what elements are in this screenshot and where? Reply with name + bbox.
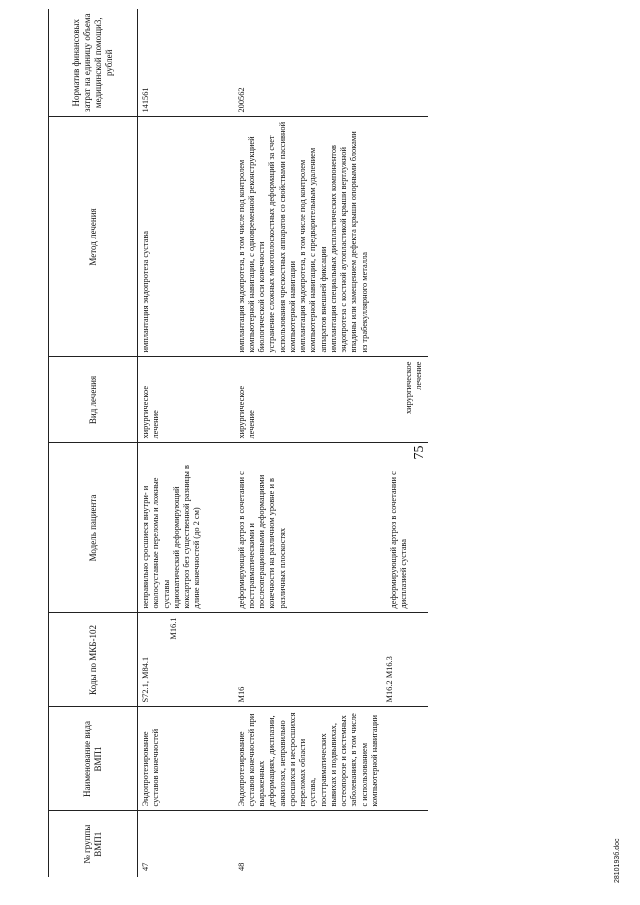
header-vmp-name: Наименование вида ВМП1 <box>49 707 138 811</box>
row-group-number: 48 <box>236 862 246 871</box>
row-icd-codes: S72.1, M84.1 M16.1 <box>138 613 234 707</box>
table-header-row <box>49 9 138 877</box>
vmp-table <box>48 9 428 877</box>
header-icd-codes: Коды по МКБ-102 <box>49 613 138 707</box>
row-treatment-method: имплантация эндопротеза, в том числе под контролем компьютерной навигации, с одновременной реконструкцией биологической оси конечности устранение сложных многоплоскостных деформаций за счет использования чрескостных аппаратов со свойствами пассивной компьютерной навигации имплантация эндопротеза, в том числе под контролем компьютерной навигации, с предварительным удалением аппаратов внешней фиксации имплантация специальных диспластических компонентов эндопротеза с костной аутопластикой крыши вертлужной впадины или замещением дефекта крыши опорными блоками из трабекуллярного металла <box>234 117 428 357</box>
row-patient-model: деформирующий артроз в сочетании с посттравматическими и послеоперационными деформациями конечности на различном уровне и в различных плоскостях деформирующий артроз в сочетании с дисплазией сустава <box>234 443 428 613</box>
row-treatment-type: хирургическое лечение <box>138 357 234 443</box>
row-treatment-method: имплантация эндопротеза сустава <box>138 117 234 357</box>
row-vmp-name: Эндопротезирование суставов конечностей при выраженных деформациях, дисплазии, анкилозах, неправильно сросшихся и несросшихся переломах области сустава, посттравматических вывихах и подвывихах, остеопорозе и системных заболеваниях, в том числе с использованием компьютерной навигации <box>234 707 428 811</box>
row-patient-model: неправильно сросшиеся внутри- и околосуставные переломы и ложные суставы идиопатический деформирующий коксартроз без существенной разницы в длине конечностей (до 2 см) <box>138 443 234 613</box>
header-group-number: № группы ВМП1 <box>49 811 138 877</box>
row-cost-norm: 200562 <box>234 9 428 117</box>
row-group-number: 47 <box>141 862 150 871</box>
row-treatment-type: хирургическое лечение хирургическое лечение <box>234 357 428 443</box>
row-icd-codes: M16 M16.2 M16.3 <box>234 613 428 707</box>
header-cost-norm: Норматив финансовых затрат на единицу объема медицинской помощи3, рублей <box>49 9 138 117</box>
table-row <box>138 9 234 877</box>
page-number: 75 <box>412 445 427 460</box>
header-treatment-type: Вид лечения <box>49 357 138 443</box>
row-vmp-name: Эндопротезирование суставов конечностей <box>138 707 234 811</box>
header-treatment-method: Метод лечения <box>49 117 138 357</box>
table-row <box>234 9 428 877</box>
document-footer: 2810193б.doc <box>614 838 621 883</box>
header-patient-model: Модель пациента <box>49 443 138 613</box>
row-cost-norm: 141561 <box>138 9 234 117</box>
